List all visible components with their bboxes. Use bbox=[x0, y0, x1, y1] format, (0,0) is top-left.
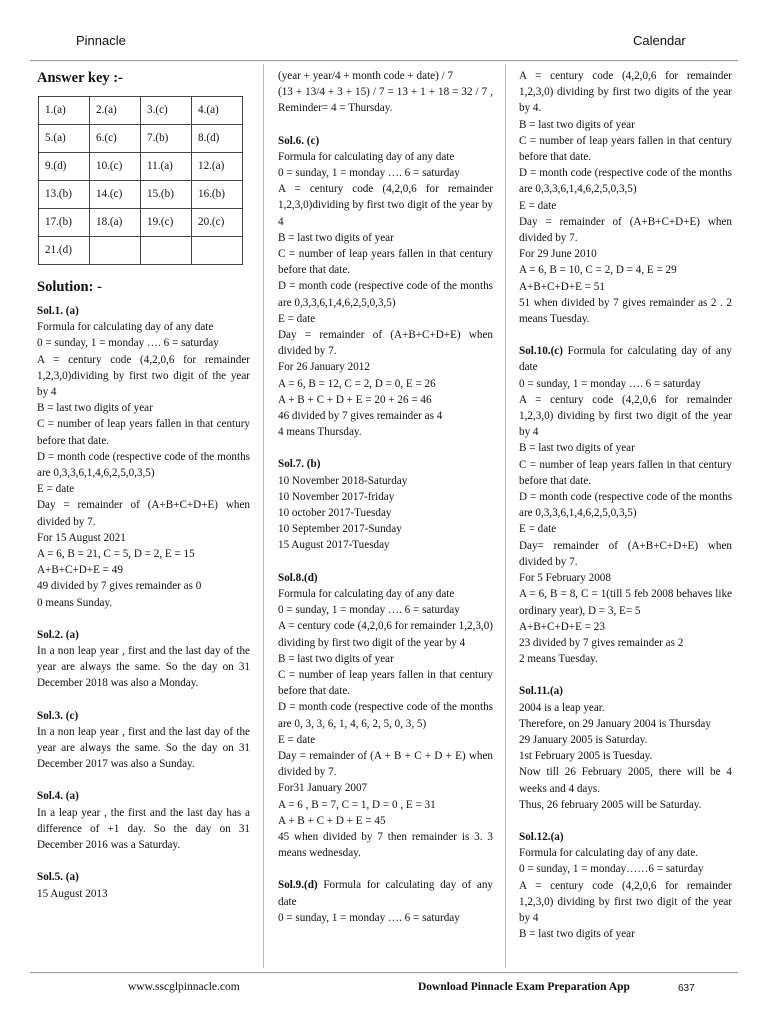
answer-key-cell: 6.(c) bbox=[90, 125, 141, 153]
footer-website: www.sscglpinnacle.com bbox=[128, 981, 240, 993]
answer-key-cell: 16.(b) bbox=[192, 181, 243, 209]
solution-line: B = last two digits of year bbox=[519, 442, 635, 455]
solution-line: For 15 August 2021 bbox=[37, 531, 126, 544]
solution-heading: Sol.9.(d) bbox=[278, 879, 318, 892]
footer-rule bbox=[30, 972, 738, 973]
solution-heading: Sol.4. (a) bbox=[37, 790, 79, 803]
solution-heading: Sol.10.(c) bbox=[519, 345, 563, 358]
solution-line: E = date bbox=[278, 312, 316, 325]
solution-line: E = date bbox=[278, 733, 316, 746]
answer-key-cell: 17.(b) bbox=[39, 209, 90, 237]
solution-line: 0 = sunday, 1 = monday …. 6 = saturday bbox=[37, 337, 219, 350]
solution-line: Day = remainder of (A+B+C+D+E) when divided by 7. bbox=[519, 215, 732, 245]
solution-line: C = number of leap years fallen in that century before that date. bbox=[519, 134, 732, 164]
solution-heading: Sol.5. (a) bbox=[37, 871, 79, 884]
solution-line: B = last two digits of year bbox=[519, 928, 635, 941]
solution-line: 23 divided by 7 gives remainder as 2 bbox=[519, 636, 684, 649]
solution-line: A = 6, B = 10, C = 2, D = 4, E = 29 bbox=[519, 264, 677, 277]
answer-key-table bbox=[38, 96, 243, 265]
header-rule bbox=[30, 60, 738, 61]
solution-block bbox=[278, 456, 493, 553]
solution-line: A = century code (4,2,0,6 for remainder 1,2,3,0) dividing by first two digit of the year by 4 bbox=[519, 393, 732, 439]
solution-line: A+B+C+D+E = 23 bbox=[519, 620, 605, 633]
solution-title: Solution: - bbox=[37, 279, 102, 295]
solution-line: 0 = sunday, 1 = monday……6 = saturday bbox=[519, 863, 704, 876]
solution-line: In a non leap year , first and the last day of the year are always the same. So the day on 31 December 2018 was also a Monday. bbox=[37, 645, 250, 690]
answer-key-cell: 20.(c) bbox=[192, 209, 243, 237]
answer-key-cell: 10.(c) bbox=[90, 153, 141, 181]
solution-line: Formula for calculating day of any date bbox=[278, 587, 455, 600]
solution-line: Now till 26 February 2005, there will be 4 weeks and 4 days. bbox=[519, 766, 732, 795]
solution-block bbox=[519, 68, 732, 327]
answer-key-title: Answer key :- bbox=[37, 70, 123, 86]
solution-heading: Sol.1. (a) bbox=[37, 305, 79, 317]
solution-line: A = 6, B = 21, C = 5, D = 2, E = 15 bbox=[37, 548, 195, 561]
solution-line: 1st February 2005 is Tuesday. bbox=[519, 750, 653, 763]
solution-line: Day= remainder of (A+B+C+D+E) when divided by 7. bbox=[519, 539, 732, 568]
solution-line: D = month code (respective code of the months are 0,3,3,6,1,4,6,2,5,0,3,5) bbox=[278, 280, 493, 309]
column-1 bbox=[37, 68, 250, 918]
solution-line: 2004 is a leap year. bbox=[519, 701, 605, 714]
solution-block bbox=[37, 788, 250, 853]
answer-key-row bbox=[39, 153, 243, 181]
solution-line: 15 August 2017-Tuesday bbox=[278, 539, 390, 552]
solution-line: A = 6 , B = 7, C = 1, D = 0 , E = 31 bbox=[278, 798, 436, 811]
answer-key-cell: 15.(b) bbox=[141, 181, 192, 209]
solution-line: 2 means Tuesday. bbox=[519, 653, 598, 666]
answer-key-cell: 5.(a) bbox=[39, 125, 90, 153]
solution-line: Thus, 26 february 2005 will be Saturday. bbox=[519, 798, 702, 811]
solution-block bbox=[278, 877, 493, 926]
answer-key-cell: 3.(c) bbox=[141, 97, 192, 125]
solution-line: D = month code (respective code of the months are 0,3,3,6,1,4,6,2,5,0,3,5) bbox=[519, 491, 732, 520]
solution-line: A+B+C+D+E = 49 bbox=[37, 564, 123, 577]
solution-block bbox=[37, 627, 250, 692]
solution-line: A + B + C + D + E = 45 bbox=[278, 814, 386, 827]
solution-line: 49 divided by 7 gives remainder as 0 bbox=[37, 580, 202, 593]
solution-block bbox=[278, 68, 493, 117]
answer-key-cell bbox=[192, 237, 243, 265]
answer-key-cell: 14.(c) bbox=[90, 181, 141, 209]
column-divider bbox=[263, 64, 264, 968]
answer-key-cell: 21.(d) bbox=[39, 237, 90, 265]
solution-heading: Sol.6. (c) bbox=[278, 134, 320, 147]
solution-line: 46 divided by 7 gives remainder as 4 bbox=[278, 410, 443, 423]
solution-line: Day = remainder of (A + B + C + D + E) when divided by 7. bbox=[278, 749, 493, 779]
answer-key-cell: 8.(d) bbox=[192, 125, 243, 153]
solution-line: B = last two digits of year bbox=[278, 231, 394, 244]
solution-line: C = number of leap years fallen in that century before that date. bbox=[278, 248, 493, 277]
solution-line: Formula for calculating day of any date. bbox=[519, 847, 699, 860]
solution-block bbox=[519, 343, 732, 667]
solution-text: Formula for calculating day of any date bbox=[519, 345, 732, 374]
answer-key-cell: 18.(a) bbox=[90, 209, 141, 237]
solution-line: A = 6, B = 12, C = 2, D = 0, E = 26 bbox=[278, 377, 436, 390]
solution-line: Day = remainder of (A+B+C+D+E) when divided by 7. bbox=[278, 329, 493, 358]
solution-line: A = century code (4,2,0,6 for remainder 1,2,3,0) dividing by first two digits of the year by 4. bbox=[519, 70, 732, 115]
answer-key-cell: 4.(a) bbox=[192, 97, 243, 125]
answer-key-cell: 9.(d) bbox=[39, 153, 90, 181]
solution-line: A = century code (4,2,0,6 for remainder 1,2,3,0) dividing by first two digit of the year by 4 bbox=[519, 879, 732, 924]
solution-line: 51 when divided by 7 gives remainder as 2 . 2 means Tuesday. bbox=[519, 296, 732, 326]
solution-block bbox=[519, 683, 732, 813]
solution-line: 0 = sunday, 1 = monday …. 6 = saturday bbox=[278, 911, 460, 924]
header-title: Pinnacle bbox=[76, 33, 126, 48]
column-2 bbox=[278, 68, 493, 942]
solution-line: E = date bbox=[519, 523, 557, 536]
page-number: 637 bbox=[678, 983, 695, 994]
solution-line: (13 + 13/4 + 3 + 15) / 7 = 13 + 1 + 18 = 32 / 7 , Reminder= 4 = Thursday. bbox=[278, 86, 493, 115]
solution-line: C = number of leap years fallen in that century before that date. bbox=[37, 418, 250, 447]
solution-line: 0 = sunday, 1 = monday …. 6 = saturday bbox=[278, 167, 460, 180]
answer-key-cell bbox=[141, 237, 192, 265]
solution-line: D = month code (respective code of the months are 0,3,3,6,1,4,6,2,5,0,3,5) bbox=[519, 167, 732, 196]
solution-block bbox=[37, 869, 250, 901]
solution-line: A = century code (4,2,0,6 for remainder 1,2,3,0)dividing by first two digit of the year by 4 bbox=[37, 353, 250, 399]
solution-line: For 26 January 2012 bbox=[278, 361, 370, 374]
solution-line: For31 January 2007 bbox=[278, 782, 368, 795]
answer-key-cell: 2.(a) bbox=[90, 97, 141, 125]
answer-key-row bbox=[39, 97, 243, 125]
answer-key-cell bbox=[90, 237, 141, 265]
solution-heading: Sol.7. (b) bbox=[278, 458, 321, 471]
solution-line: A+B+C+D+E = 51 bbox=[519, 280, 605, 293]
solution-block bbox=[37, 708, 250, 773]
solution-line: Therefore, on 29 January 2004 is Thursday bbox=[519, 717, 711, 730]
solution-line: A = century code (4,2,0,6 for remainder 1,2,3,0)dividing by first two digit of the year by 4 bbox=[278, 183, 493, 228]
solution-block bbox=[37, 303, 250, 611]
answer-key-row bbox=[39, 237, 243, 265]
answer-key-cell: 7.(b) bbox=[141, 125, 192, 153]
solution-heading: Sol.3. (c) bbox=[37, 709, 79, 722]
column-divider bbox=[505, 64, 506, 968]
solution-line: For 29 June 2010 bbox=[519, 248, 597, 261]
solution-line: 10 November 2018-Saturday bbox=[278, 474, 408, 487]
solution-line: D = month code (respective code of the months are 0,3,3,6,1,4,6,2,5,0,3,5) bbox=[37, 450, 250, 480]
solution-line: 0 = sunday, 1 = monday …. 6 = saturday bbox=[278, 604, 460, 617]
solution-block bbox=[519, 829, 732, 942]
solution-block bbox=[278, 570, 493, 862]
solution-line: 45 when divided by 7 then remainder is 3. 3 means wednesday. bbox=[278, 830, 493, 860]
answer-key-cell: 19.(c) bbox=[141, 209, 192, 237]
solution-line: B = last two digits of year bbox=[278, 652, 394, 665]
solution-line: E = date bbox=[37, 483, 75, 496]
solution-line: Formula for calculating day of any date bbox=[278, 150, 455, 163]
solution-line: 10 November 2017-friday bbox=[278, 490, 395, 503]
solution-line: In a leap year , the first and the last day has a difference of +1 day. So the day on 31 December 2016 was a Saturday. bbox=[37, 806, 250, 852]
solution-line: 4 means Thursday. bbox=[278, 426, 362, 439]
solution-line: C = number of leap years fallen in that century before that date. bbox=[278, 668, 493, 698]
answer-key-row bbox=[39, 181, 243, 209]
solution-line: A + B + C + D + E = 20 + 26 = 46 bbox=[278, 393, 432, 406]
solution-heading: Sol.11.(a) bbox=[519, 685, 563, 698]
solution-heading: Sol.2. (a) bbox=[37, 628, 79, 641]
solution-line: 10 September 2017-Sunday bbox=[278, 523, 402, 536]
solution-line: 15 August 2013 bbox=[37, 887, 108, 900]
solution-line: 29 January 2005 is Saturday. bbox=[519, 733, 648, 746]
solution-line: B = last two digits of year bbox=[37, 402, 153, 415]
solution-line: A = 6, B = 8, C = 1(till 5 feb 2008 behaves like ordinary year), D = 3, E= 5 bbox=[519, 588, 732, 617]
column-3 bbox=[519, 68, 732, 958]
answer-key-cell: 1.(a) bbox=[39, 97, 90, 125]
solution-heading: Sol.12.(a) bbox=[519, 830, 564, 843]
solution-line: E = date bbox=[519, 199, 557, 212]
solution-line: Formula for calculating day of any date bbox=[37, 321, 214, 334]
answer-key-cell: 11.(a) bbox=[141, 153, 192, 181]
solution-heading: Sol.8.(d) bbox=[278, 571, 318, 584]
solution-line: In a non leap year , first and the last day of the year are always the same. So the day on 31 December 2017 was also a Sunday. bbox=[37, 725, 250, 771]
answer-key-cell: 12.(a) bbox=[192, 153, 243, 181]
answer-key-row bbox=[39, 125, 243, 153]
answer-key-row bbox=[39, 209, 243, 237]
solution-line: B = last two digits of year bbox=[519, 118, 635, 131]
answer-key-cell: 13.(b) bbox=[39, 181, 90, 209]
solution-line: 0 means Sunday. bbox=[37, 596, 113, 609]
solution-line: For 5 February 2008 bbox=[519, 572, 611, 585]
footer-app-promo: Download Pinnacle Exam Preparation App bbox=[418, 981, 630, 993]
solution-line: Day = remainder of (A+B+C+D+E) when divided by 7. bbox=[37, 499, 250, 528]
solution-text: Formula for calculating day of any date bbox=[278, 879, 493, 908]
solution-line: 10 october 2017-Tuesday bbox=[278, 507, 392, 520]
solution-line: (year + year/4 + month code + date) / 7 bbox=[278, 70, 454, 82]
solution-line: D = month code (respective code of the months are 0, 3, 3, 6, 1, 4, 6, 2, 5, 0, 3, 5) bbox=[278, 701, 493, 730]
solution-line: A = century code (4,2,0,6 for remainder 1,2,3,0) dividing by first two digit of the year by 4 bbox=[278, 620, 493, 649]
solution-line: 0 = sunday, 1 = monday …. 6 = saturday bbox=[519, 377, 701, 390]
solution-line: C = number of leap years fallen in that century before that date. bbox=[519, 458, 732, 487]
header-topic: Calendar bbox=[633, 33, 686, 48]
solution-block bbox=[278, 133, 493, 441]
